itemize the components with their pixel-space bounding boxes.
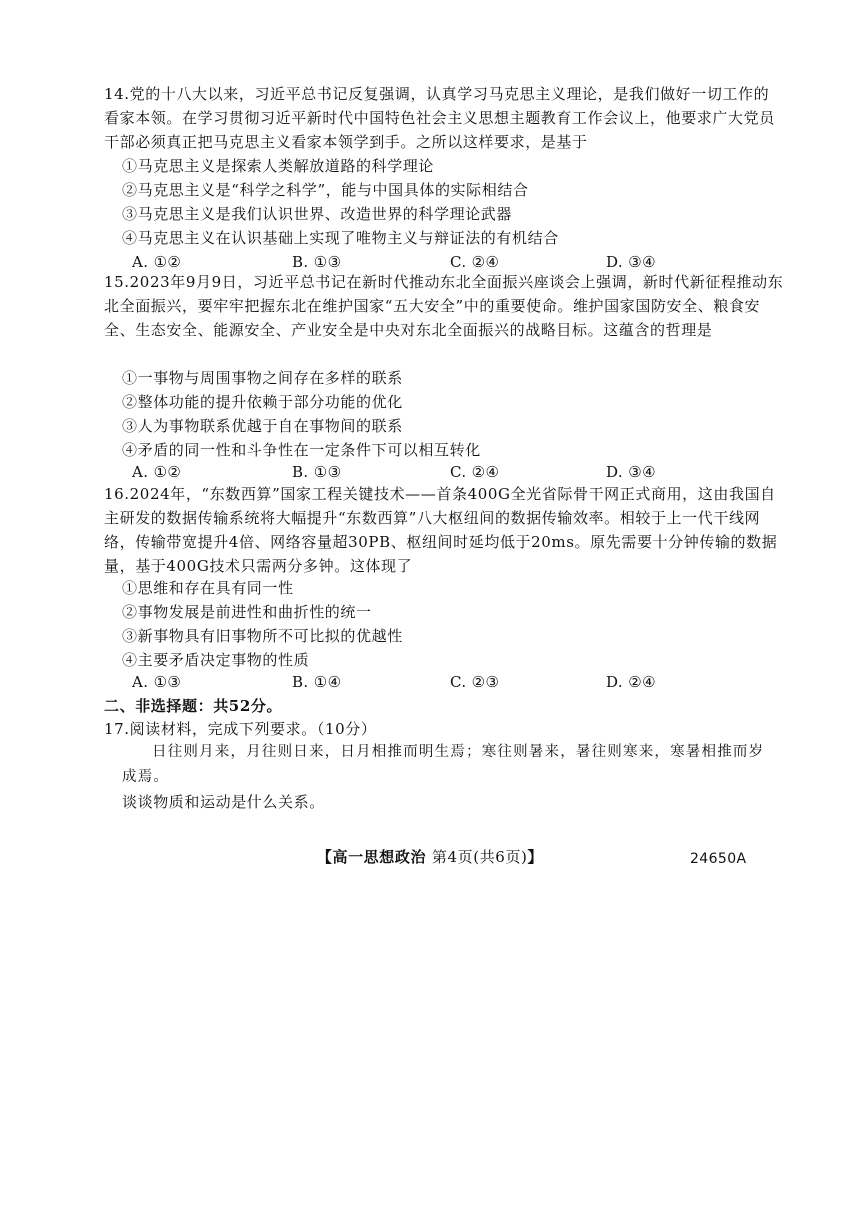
question-15-stem: 15.2023年9月9日，习近平总书记在新时代推动东北全面振兴座谈会上强调，新时代新征程推动东北全面振兴，要牢牢把握东北在维护国家“五大安全”中的重要使命。维护国家国防安全、粮食安全、生态安全、能源安全、产业安全是中央对东北全面振兴的战略目标。这蕴含的哲理是	[104, 273, 784, 339]
question-14-item-4: ④马克思主义在认识基础上实现了唯物主义与辩证法的有机结合	[122, 229, 559, 247]
question-16-choice-a: A. ①③	[132, 673, 182, 691]
footer-subject: 【高一思想政治	[316, 848, 427, 866]
question-16-choice-d: D. ②④	[606, 673, 656, 691]
footer-bracket-close: 】	[527, 848, 544, 866]
question-14-item-1: ①马克思主义是探索人类解放道路的科学理论	[122, 157, 435, 175]
question-15-choice-a: A. ①②	[132, 463, 182, 481]
question-15-choices	[132, 460, 772, 484]
question-14-choice-b: B. ①③	[292, 253, 342, 271]
question-16-item-4: ④主要矛盾决定事物的性质	[122, 651, 310, 669]
question-16-choices	[132, 670, 772, 694]
question-15-item-4: ④矛盾的同一性和斗争性在一定条件下可以相互转化	[122, 441, 481, 459]
question-14-choice-c: C. ②④	[450, 253, 500, 271]
footer-page-number: 第4页(共6页)	[431, 848, 528, 866]
question-16-item-1: ①思维和存在具有同一性	[122, 579, 294, 597]
question-14-choice-d: D. ③④	[606, 253, 656, 271]
question-16-stem: 16.2024年，“东数西算”国家工程关键技术——首条400G全光省际骨干网正式商用，这由我国自主研发的数据传输系统将大幅提升“东数西算”八大枢纽间的数据传输效率。相较于上一代干线网络，传输带宽提升4倍、网络容量超30PB、枢纽间时延均低于20ms。原先需要十分钟传输的数据量，基于400G技术只需两分多钟。这体现了	[104, 485, 778, 575]
question-14-item-2: ②马克思主义是“科学之科学”，能与中国具体的实际相结合	[122, 181, 529, 199]
question-15-choice-c: C. ②④	[450, 463, 500, 481]
question-15-item-3: ③人为事物联系优越于自在事物间的联系	[122, 417, 403, 435]
exam-code: 24650A	[690, 851, 747, 867]
question-16-choice-c: C. ②③	[450, 673, 500, 691]
question-16-item-2: ②事物发展是前进性和曲折性的统一	[122, 603, 372, 621]
question-16-item-3: ③新事物具有旧事物所不可比拟的优越性	[122, 627, 403, 645]
section-heading: 二、非选择题：共52分。	[104, 697, 283, 715]
question-17-stem: 17.阅读材料，完成下列要求。（10分）	[104, 720, 377, 738]
question-16-choice-b: B. ①④	[292, 673, 342, 691]
question-14-stem: 14.党的十八大以来，习近平总书记反复强调，认真学习马克思主义理论，是我们做好一切工作的看家本领。在学习贯彻习近平新时代中国特色社会主义思想主题教育工作会议上，他要求广大党员干部必须真正把马克思主义看家本领学到手。之所以这样要求，是基于	[104, 85, 775, 151]
question-14-item-3: ③马克思主义是我们认识世界、改造世界的科学理论武器	[122, 205, 513, 223]
question-17-material: 日往则月来，月往则日来，日月相推而明生焉；寒往则暑来，暑往则寒来，寒暑相推而岁成焉。	[122, 744, 765, 785]
question-14-choice-a: A. ①②	[132, 253, 182, 271]
question-15-item-2: ②整体功能的提升依赖于部分功能的优化	[122, 393, 403, 411]
question-17-task: 谈谈物质和运动是什么关系。	[122, 793, 325, 811]
question-15-choice-b: B. ①③	[292, 463, 342, 481]
question-15-choice-d: D. ③④	[606, 463, 656, 481]
question-15-item-1: ①一事物与周围事物之间存在多样的联系	[122, 369, 403, 387]
